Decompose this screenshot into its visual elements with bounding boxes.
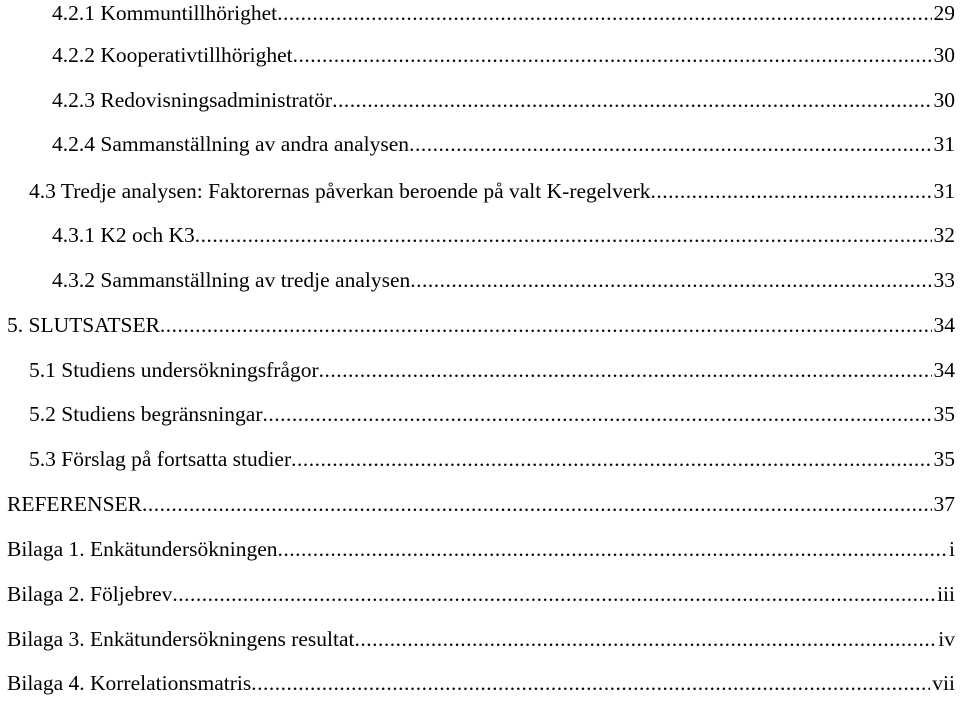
toc-entry-title: 4.2.4 Sammanställning av andra analysen xyxy=(52,132,410,156)
toc-dot-leader xyxy=(293,40,932,70)
toc-entry[interactable] xyxy=(7,534,955,564)
toc-dot-leader xyxy=(277,0,931,28)
toc-entry-title: 4.3.1 K2 och K3 xyxy=(52,223,195,247)
toc-entry-title: 5.2 Studiens begränsningar xyxy=(29,402,263,426)
toc-entry-title: 4.2.3 Redovisningsadministratör xyxy=(52,88,333,112)
toc-entry-page: 30 xyxy=(933,43,955,67)
toc-entry[interactable] xyxy=(7,579,955,609)
toc-entry[interactable] xyxy=(7,310,955,340)
toc-entry[interactable] xyxy=(52,265,955,295)
toc-entry-title: 4.2.2 Kooperativtillhörighet xyxy=(52,43,293,67)
toc-entry[interactable] xyxy=(29,355,955,385)
toc-dot-leader xyxy=(319,355,932,385)
toc-entry[interactable] xyxy=(29,399,955,429)
toc-entry-title: 4.3 Tredje analysen: Faktorernas påverkan beroende på valt K-regelverk xyxy=(29,179,651,203)
toc-entry-page: 33 xyxy=(933,268,955,292)
toc-dot-leader xyxy=(251,668,930,698)
toc-entry-title: REFERENSER xyxy=(7,492,142,516)
toc-entry-page: 30 xyxy=(933,88,955,112)
toc-entry[interactable] xyxy=(7,489,955,519)
toc-dot-leader xyxy=(277,534,947,564)
toc-entry-page: 29 xyxy=(933,1,955,25)
toc-dot-leader xyxy=(262,399,931,429)
toc-entry[interactable] xyxy=(7,624,955,654)
toc-entry-title: 5. SLUTSATSER xyxy=(7,313,160,337)
toc-entry[interactable] xyxy=(52,129,955,159)
toc-entry[interactable] xyxy=(52,40,955,70)
toc-entry-title: Bilaga 4. Korrelationsmatris xyxy=(7,671,252,695)
toc-dot-leader xyxy=(355,624,937,654)
toc-entry[interactable] xyxy=(52,0,955,28)
toc-entry-page: 35 xyxy=(933,447,955,471)
toc-entry[interactable] xyxy=(29,176,955,206)
toc-dot-leader xyxy=(650,176,931,206)
toc-entry-page: 31 xyxy=(933,132,955,156)
toc-dot-leader xyxy=(172,579,935,609)
toc-entry[interactable] xyxy=(7,668,955,698)
toc-entry[interactable] xyxy=(52,85,955,115)
toc-entry-page: 37 xyxy=(933,492,955,516)
toc-dot-leader xyxy=(160,310,932,340)
toc-entry-page: 35 xyxy=(933,402,955,426)
toc-entry-title: Bilaga 1. Enkätundersökningen xyxy=(7,537,278,561)
toc-entry-title: 5.3 Förslag på fortsatta studier xyxy=(29,447,292,471)
toc-entry-page: 32 xyxy=(933,223,955,247)
toc-entry-page: vii xyxy=(932,671,955,695)
toc-dot-leader xyxy=(409,129,931,159)
toc-dot-leader xyxy=(195,220,932,250)
toc-dot-leader xyxy=(142,489,932,519)
toc-dot-leader xyxy=(291,444,931,474)
toc-dot-leader xyxy=(332,85,931,115)
toc-entry-page: iv xyxy=(938,627,955,651)
toc-dot-leader xyxy=(410,265,931,295)
toc-entry-title: Bilaga 2. Följebrev xyxy=(7,582,173,606)
toc-entry-title: Bilaga 3. Enkätundersökningens resultat xyxy=(7,627,355,651)
toc-entry-page: 34 xyxy=(933,313,955,337)
toc-entry[interactable] xyxy=(29,444,955,474)
toc-entry-title: 4.3.2 Sammanställning av tredje analysen xyxy=(52,268,411,292)
toc-entry-page: 34 xyxy=(933,358,955,382)
toc-entry-page: iii xyxy=(937,582,955,606)
toc-entry-title: 4.2.1 Kommuntillhörighet xyxy=(52,1,278,25)
toc-entry-page: 31 xyxy=(933,179,955,203)
toc-entry[interactable] xyxy=(52,220,955,250)
toc-entry-title: 5.1 Studiens undersökningsfrågor xyxy=(29,358,319,382)
toc-entry-page: i xyxy=(949,537,955,561)
